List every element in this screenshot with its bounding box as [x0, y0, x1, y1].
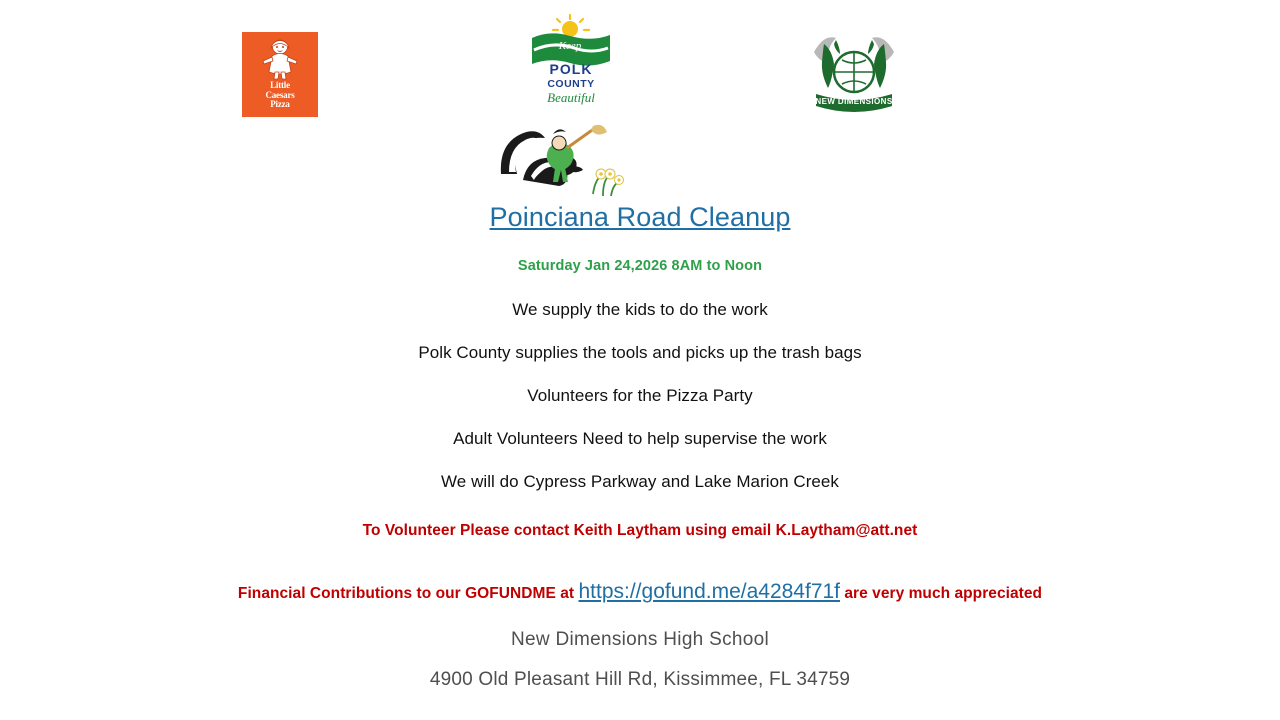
school-address: 4900 Old Pleasant Hill Rd, Kissimmee, FL 34759 [429, 669, 851, 690]
flyer-content [0, 200, 1280, 691]
svg-text:Keep: Keep [558, 40, 582, 52]
svg-text:POLK: POLK [549, 61, 593, 77]
gofundme-prefix: Financial Contributions to our GOFUNDME at [237, 585, 575, 602]
flyer-line-1: We supply the kids to do the work [512, 300, 768, 319]
flyer-line-2: Polk County supplies the tools and picks up the trash bags [418, 343, 862, 362]
svg-text:NEW DIMENSIONS: NEW DIMENSIONS [815, 97, 893, 106]
new-dimensions-high-school-logo [808, 32, 900, 120]
caesar-figure-icon [259, 36, 301, 80]
school-name: New Dimensions High School [510, 629, 770, 650]
skunk-with-flowers-graphic [497, 118, 637, 200]
flyer-line-3: Volunteers for the Pizza Party [527, 386, 753, 405]
little-caesars-wordmark: Little Caesars Pizza [265, 80, 295, 109]
logo-row [0, 0, 1280, 125]
svg-text:Beautiful: Beautiful [547, 90, 595, 105]
flyer-line-5: We will do Cypress Parkway and Lake Marion Creek [441, 472, 839, 491]
event-datetime: Saturday Jan 24,2026 8AM to Noon [517, 258, 763, 274]
keep-polk-county-beautiful-logo [530, 14, 612, 106]
little-caesars-pizza-logo [242, 32, 318, 117]
page-title: Poinciana Road Cleanup [489, 202, 791, 232]
flyer-line-4: Adult Volunteers Need to help supervise the work [453, 429, 827, 448]
gofundme-link[interactable]: https://gofund.me/a4284f71f [578, 580, 841, 603]
gofundme-line [0, 580, 1280, 604]
svg-text:COUNTY: COUNTY [547, 78, 595, 90]
volunteer-contact-text: To Volunteer Please contact Keith Laytham using email K.Laytham@att.net [362, 522, 918, 539]
gofundme-suffix: are very much appreciated [844, 585, 1043, 602]
